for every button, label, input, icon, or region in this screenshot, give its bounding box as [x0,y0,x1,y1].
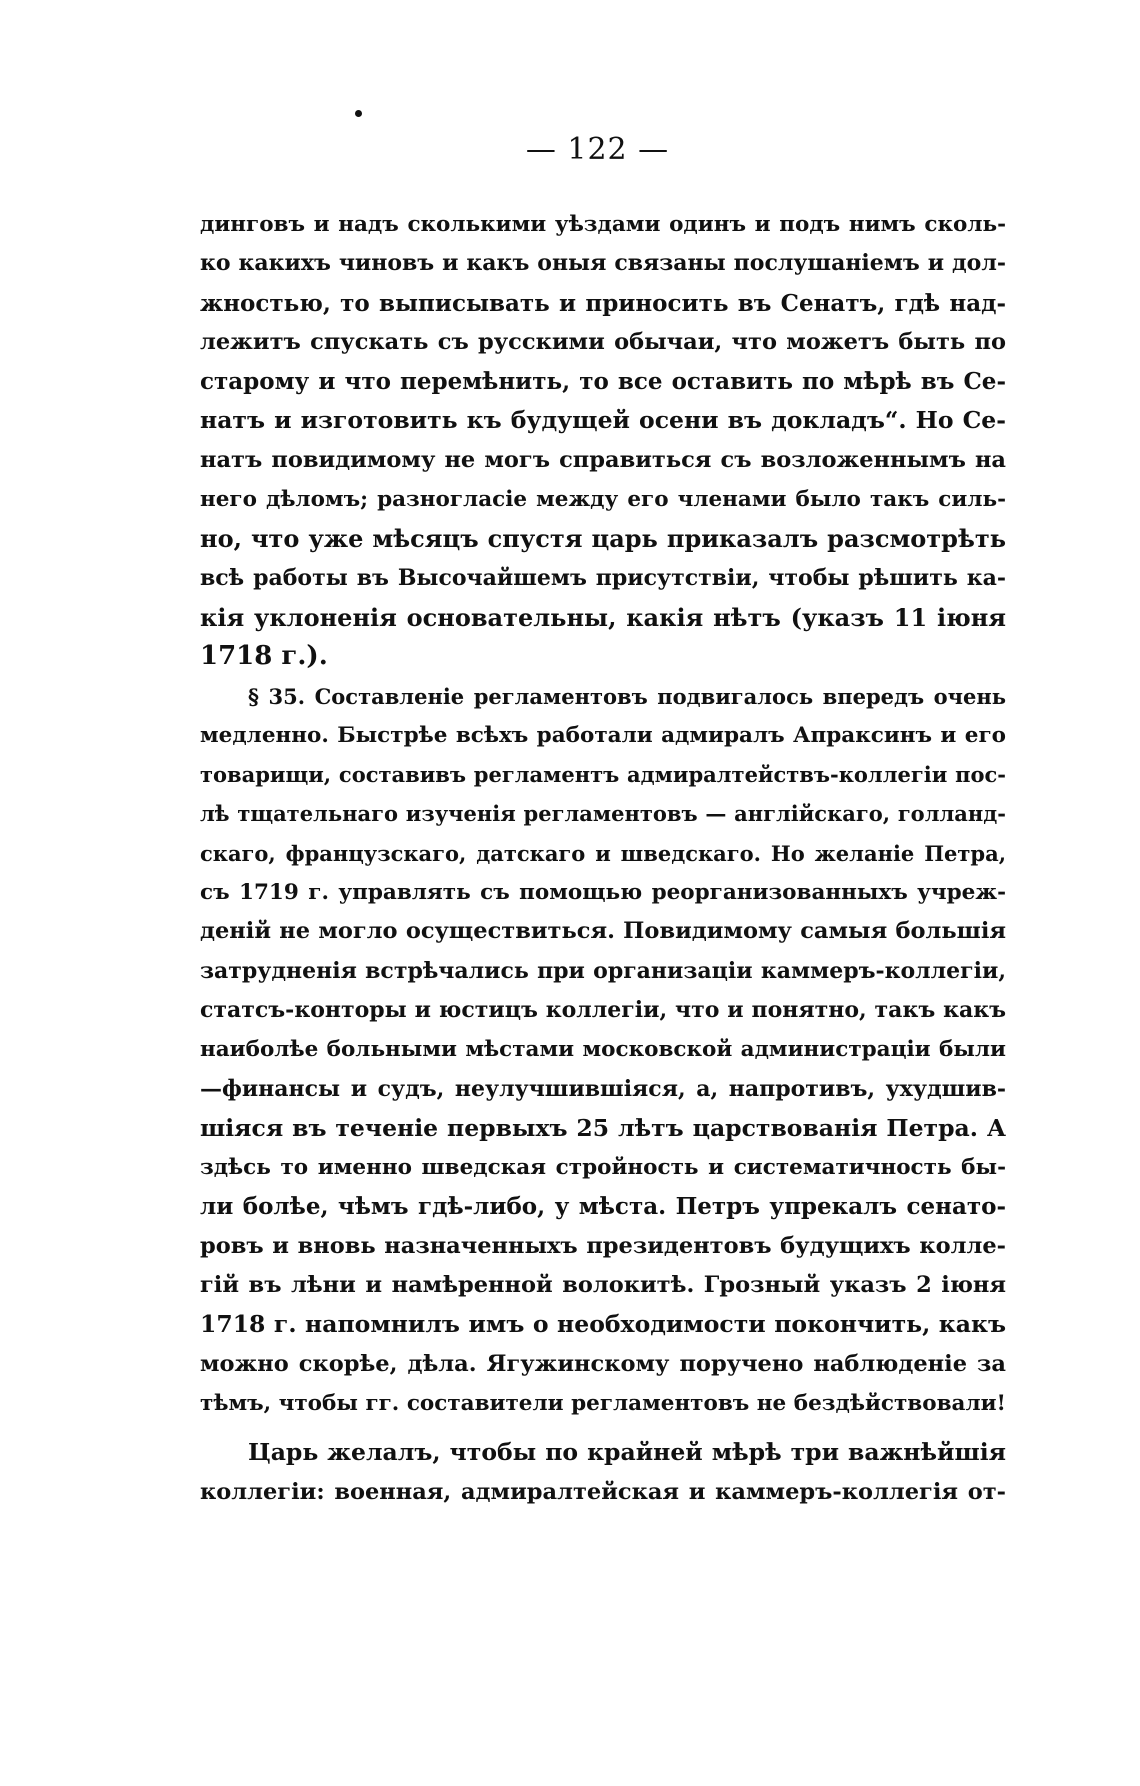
text-line: статсъ-конторы и юстицъ коллегіи, что и понятно, такъ какъ [200,996,1006,1023]
text-line: деній не могло осуществиться. Повидимому самыя большія [200,918,1006,945]
text-line: § 35. Составленіе регламентовъ подвигалось впередъ очень [248,683,1006,709]
text-line: лѣ тщательнаго изученія регламентовъ — англійскаго, голланд- [200,801,1006,827]
text-line: шіяся въ теченіе первыхъ 25 лѣтъ царствованія Петра. А [200,1113,1006,1142]
text-line: ко какихъ чиновъ и какъ оныя связаны послушаніемъ и дол- [200,250,1006,277]
text-line: ли болѣе, чѣмъ гдѣ-либо, у мѣста. Петръ упрекалъ сенато- [200,1193,1006,1221]
text-line: динговъ и надъ сколькими уѣздами одинъ и подъ нимъ сколь- [200,212,1006,237]
text-line: кія уклоненія основательны, какія нѣтъ (указъ 11 іюня [200,602,1006,632]
text-line: него дѣломъ; разногласіе между его членами было такъ силь- [200,487,1006,513]
text-line: гій въ лѣни и намѣренной волокитѣ. Грозный указъ 2 іюня [200,1272,1006,1299]
text-line: наиболѣе больными мѣстами московской администраціи были [200,1037,1006,1063]
text-line: натъ и изготовить къ будущей осени въ докладъ“. Но Се- [200,406,1006,435]
paragraph [200,1433,1006,1512]
text-line: но, что уже мѣсяцъ спустя царь приказалъ разсмотрѣть [200,524,1006,554]
text-line: здѣсь то именно шведская стройность и систематичность бы- [200,1155,1006,1181]
text-line: лежитъ спускать съ русскими обычаи, что можетъ быть по [200,328,1006,355]
text-line: 1718 г.). [200,641,328,672]
paragraph-gap [200,1423,1006,1433]
page-number: — 122 — [525,132,670,167]
body-text [200,205,1006,1512]
text-line: медленно. Быстрѣе всѣхъ работали адмиралъ Апраксинъ и его [200,722,1006,748]
stray-ink-dot [355,110,362,117]
text-line: 1718 г. напомнилъ имъ о необходимости покончить, какъ [200,1310,1006,1339]
paragraph-section-35 [200,677,1006,1424]
text-line: коллегіи: военная, адмиралтейская и каммеръ-коллегія от- [200,1478,1006,1505]
paragraph [200,205,1006,677]
text-line: Царь желалъ, чтобы по крайней мѣрѣ три важнѣйшія [248,1438,1006,1467]
text-line: ровъ и вновь назначенныхъ президентовъ будущихъ колле- [200,1232,1006,1259]
text-line: —финансы и судъ, неулучшившіяся, а, напротивъ, ухудшив- [200,1075,1006,1102]
text-line: жностью, то выписывать и приносить въ Сенатъ, гдѣ над- [200,289,1006,317]
text-line: натъ повидимому не могъ справиться съ возложеннымъ на [200,446,1006,473]
text-line: тѣмъ, чтобы гг. составители регламентовъ не бездѣйствовали! [200,1390,1006,1416]
text-line: скаго, французскаго, датскаго и шведскаго. Но желаніе Петра, [200,840,1006,866]
text-line: можно скорѣе, дѣла. Ягужинскому поручено наблюденіе за [200,1350,1006,1377]
text-line: товарищи, составивъ регламентъ адмиралтействъ-коллегіи пос- [200,762,1006,788]
text-line: всѣ работы въ Высочайшемъ присутствіи, чтобы рѣшить ка- [200,564,1006,591]
text-line: старому и что перемѣнить, то все оставить по мѣрѣ въ Се- [200,368,1006,396]
text-line: затрудненія встрѣчались при организаціи каммеръ-коллегіи, [200,957,1006,984]
text-line: съ 1719 г. управлять съ помощью реорганизованныхъ учреж- [200,880,1006,906]
